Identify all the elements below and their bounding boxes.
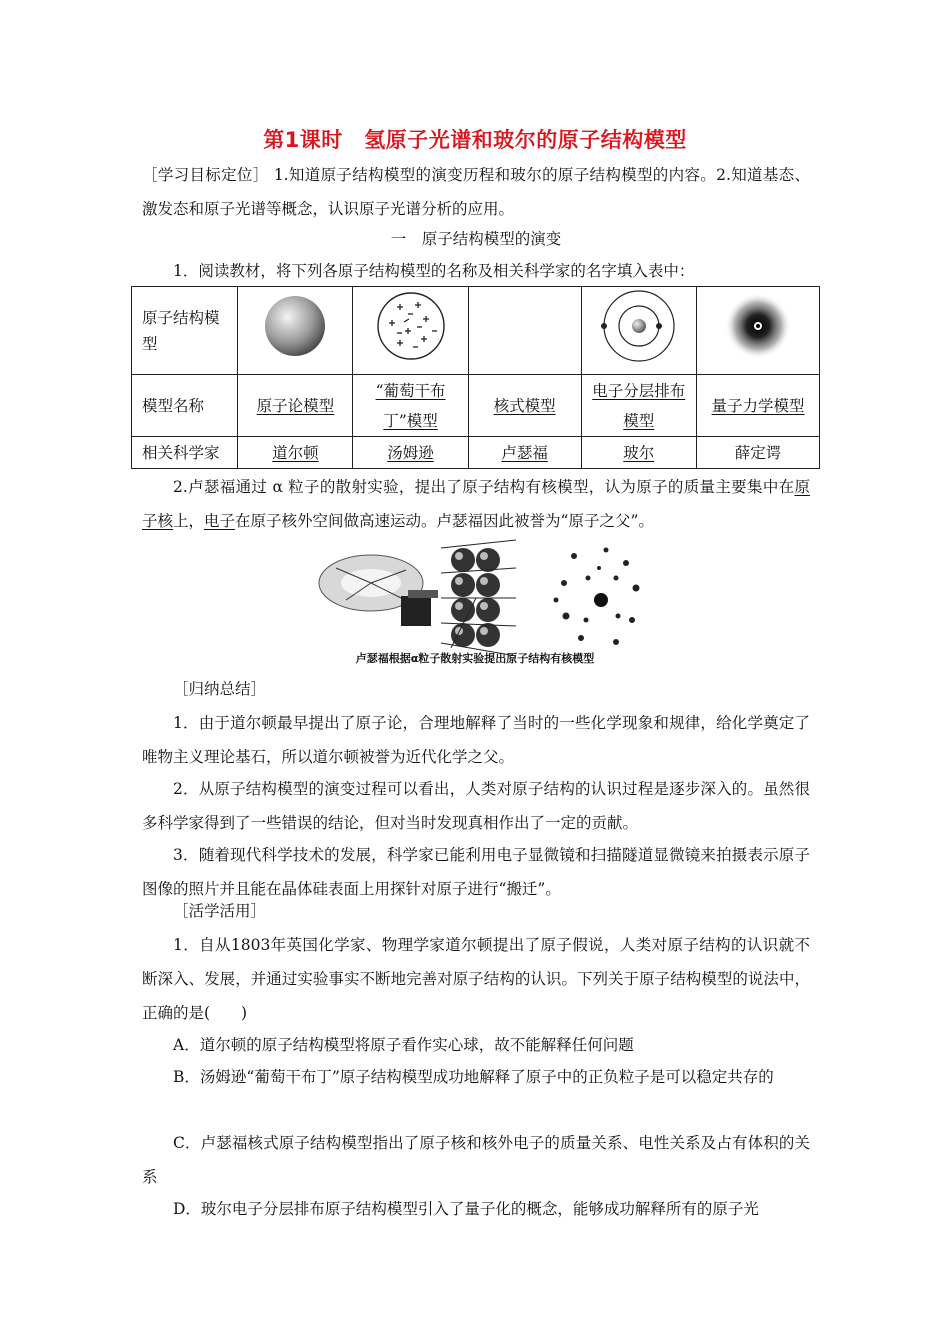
- option-d: D．玻尔电子分层排布原子结构模型引入了量子化的概念，能够成功解释所有的原子光: [173, 1200, 759, 1218]
- cell-solid-sphere: [238, 287, 353, 375]
- task-2-text: 2.卢瑟福通过 α 粒子的散射实验，提出了原子结构有核模型，认为原子的质量主要集中在原子核上，电子在原子核外空间做高速运动。卢瑟福因此被誉为“原子之父”。: [142, 478, 810, 530]
- cell-electron-cloud: [697, 287, 820, 375]
- model-name-5: 量子力学模型: [711, 396, 805, 415]
- plum-pudding-icon: [375, 289, 447, 363]
- summary-item-2: 2．从原子结构模型的演变过程可以看出，人类对原子结构的认识过程是逐步深入的。虽然很多科学家得到了一些错误的结论，但对当时发现真相作出了一定的贡献。: [142, 780, 810, 832]
- solid-sphere-icon: [263, 294, 327, 358]
- table-row-names: [132, 375, 820, 437]
- table-row-scientists: [132, 437, 820, 469]
- scientist-4: 玻尔: [623, 443, 655, 462]
- model-name-3: 核式模型: [493, 396, 556, 415]
- practice-heading: ［活学活用］: [173, 902, 267, 920]
- section-heading: 一 原子结构模型的演变: [390, 230, 562, 248]
- task-1-instruction: 1．阅读教材，将下列各原子结构模型的名称及相关科学家的名字填入表中：: [173, 262, 695, 280]
- summary-heading: ［归纳总结］: [173, 680, 267, 698]
- cell-nuclear-empty: [468, 287, 581, 375]
- scientist-2: 汤姆逊: [387, 443, 434, 462]
- option-a: A．道尔顿的原子结构模型将原子看作实心球，故不能解释任何问题: [173, 1036, 634, 1054]
- electron-cloud-icon: [723, 291, 793, 361]
- question-1: 1．自从1803年英国化学家、物理学家道尔顿提出了原子假说，人类对原子结构的认识就不断深入、发展，并通过实验事实不断地完善对原子结构的认识。下列关于原子结构模型的说法中，正确的是( ): [142, 936, 810, 1022]
- scientist-5: 薛定谔: [734, 443, 782, 462]
- blank-nucleus: 原子核: [142, 478, 810, 530]
- row-label-scientist: 相关科学家: [132, 437, 238, 469]
- option-b: B．汤姆逊“葡萄干布丁”原子结构模型成功地解释了原子中的正负粒子是可以稳定共存的: [173, 1068, 774, 1086]
- summary-item-1: 1．由于道尔顿最早提出了原子论，合理地解释了当时的一些化学现象和规律，给化学奠定了唯物主义理论基石，所以道尔顿被誉为近代化学之父。: [142, 714, 810, 766]
- model-name-4: 电子分层排布模型: [592, 381, 686, 430]
- row-label-name: 模型名称: [132, 375, 238, 437]
- scientist-1: 道尔顿: [272, 443, 319, 462]
- learning-objectives: ［学习目标定位］ 1.知道原子结构模型的演变历程和玻尔的原子结构模型的内容。2.知道基态、激发态和原子光谱等概念，认识原子光谱分析的应用。: [142, 166, 810, 218]
- lesson-title: 第1课时 氢原子光谱和玻尔的原子结构模型: [263, 128, 687, 152]
- electron-shell-icon: [601, 288, 677, 364]
- model-name-1: 原子论模型: [256, 396, 335, 415]
- summary-item-3: 3．随着现代科学技术的发展，科学家已能利用电子显微镜和扫描隧道显微镜来拍摄表示原子图像的照片并且能在晶体硅表面上用探针对原子进行“搬迁”。: [142, 846, 810, 898]
- atomic-models-table: [131, 286, 820, 469]
- cell-plum-pudding: [353, 287, 468, 375]
- option-c: C．卢瑟福核式原子结构模型指出了原子核和核外电子的质量关系、电性关系及占有体积的关系: [142, 1134, 810, 1186]
- figure-caption: 卢瑟福根据α粒子散射实验提出原子结构有核模型: [355, 652, 595, 665]
- model-name-2: “葡萄干布丁”模型: [375, 381, 446, 430]
- rutherford-experiment-figure: [316, 538, 646, 666]
- scientist-3: 卢瑟福: [501, 443, 548, 462]
- blank-electron: 电子: [204, 512, 236, 530]
- table-row-images: [132, 287, 820, 375]
- row-label-model: 原子结构模型: [132, 287, 238, 375]
- cell-shell-model: [581, 287, 697, 375]
